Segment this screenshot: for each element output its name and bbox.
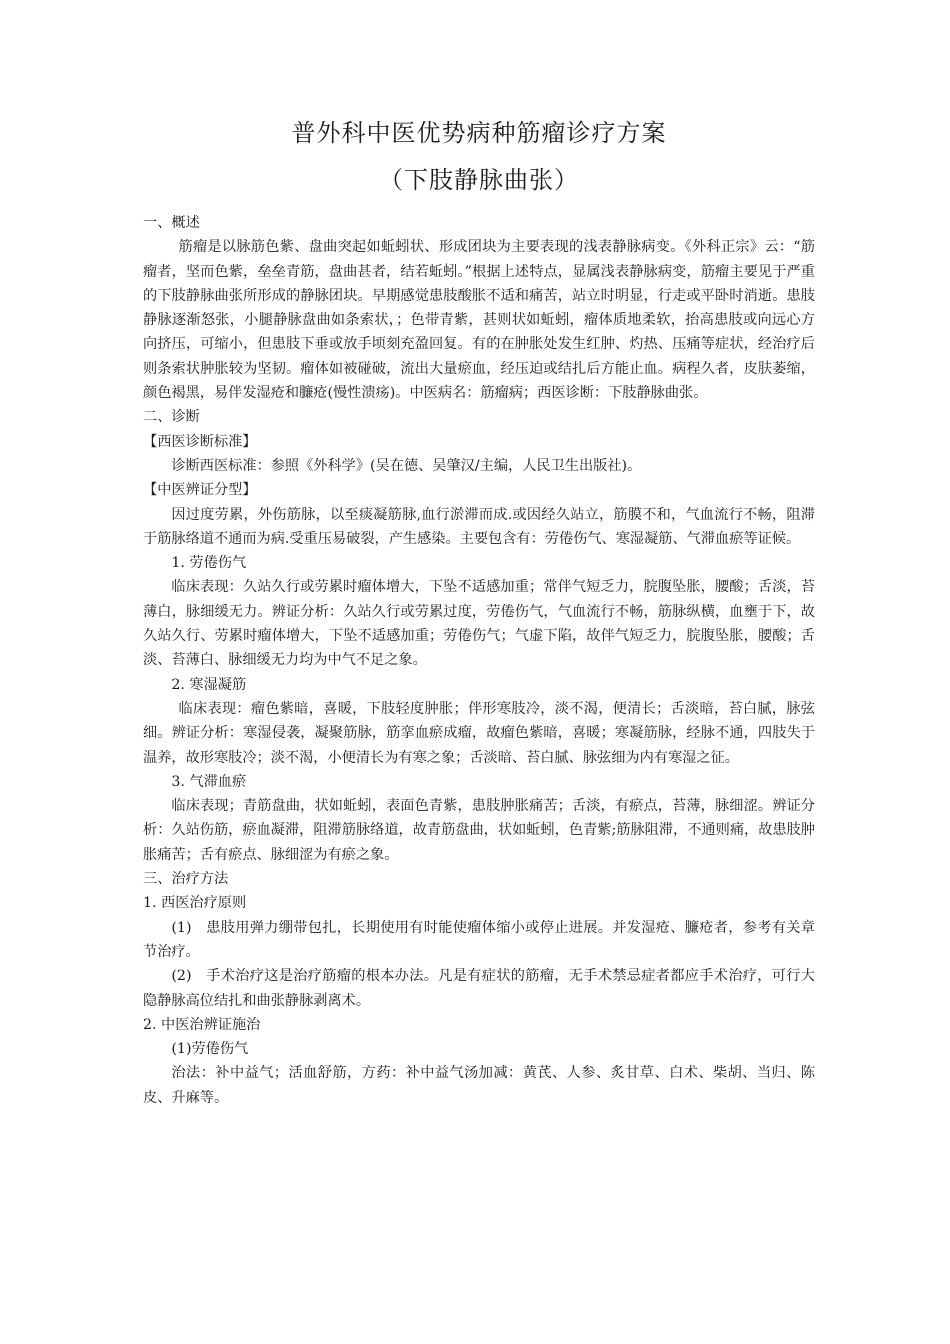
- paragraph-syndrome-2: 临床表现：瘤色紫暗，喜暖，下肢轻度肿胀；伴形寒肢冷，淡不渴，便清长；舌淡暗，苔白腻，脉弦细。辨证分析：寒湿侵袭，凝聚筋脉，筋挛血瘀成瘤，故瘤色紫暗，喜暖；寒凝筋脉，经脉不通，四肢失于温养，故形寒肢冷；淡不渴，小便清长为有寒之象；舌淡暗、苔白腻、脉弦细为内有寒湿之征。: [143, 700, 815, 766]
- section-heading-diagnosis: 二、诊断: [143, 409, 200, 426]
- paragraph-treatment-1: (1) 患肢用弹力绷带包扎，长期使用有时能使瘤体缩小或停止进展。并发湿疮、臁疮者，参考有关章节治疗。: [143, 919, 815, 960]
- tcm-treatment-heading-1: (1)劳倦伤气: [171, 1041, 249, 1058]
- paragraph-western-criteria: 诊断西医标准：参照《外科学》(吴在德、吴肇汉/主编，人民卫生出版社)。: [171, 457, 642, 474]
- paragraph-syndrome-3: 临床表现；青筋盘曲，状如蚯蚓，表面色青紫，患肢肿胀痛苦；舌淡，有瘀点，苔薄，脉细涩。辨证分析：久站伤筋，瘀血凝滞，阻滞筋脉络道，故青筋盘曲，状如蚯蚓，色青紫;筋脉阻滞，不通则痛，故患肢肿胀痛苦；舌有瘀点、脉细涩为有瘀之象。: [143, 798, 815, 863]
- paragraph-tcm-syndromes: 因过度劳累，外伤筋脉，以至痰凝筋脉,血行淤滞而成.或因经久站立，筋膜不和，气血流行不畅，阻滞于筋脉络道不通而为病.受重压易破裂，产生感染。主要包含有：劳倦伤气、寒湿凝筋、气滞血瘀等证候。: [143, 506, 815, 547]
- document-body: [143, 211, 815, 1110]
- subheading-western-treatment: 1. 西医治疗原则: [143, 895, 247, 912]
- section-heading-overview: 一、概述: [143, 215, 200, 231]
- section-heading-treatment: 三、治疗方法: [143, 871, 229, 888]
- subheading-tcm-treatment: 2. 中医治辨证施治: [143, 1016, 261, 1033]
- syndrome-heading-2: 2. 寒湿凝筋: [171, 676, 247, 693]
- paragraph-treatment-2: (2) 手术治疗这是治疗筋瘤的根本办法。凡是有症状的筋瘤，无手术禁忌症者都应手术治疗，可行大隐静脉高位结扎和曲张静脉剥离术。: [143, 968, 815, 1009]
- syndrome-heading-3: 3. 气滞血瘀: [171, 773, 247, 790]
- document-title: 普外科中医优势病种筋瘤诊疗方案: [291, 119, 667, 147]
- paragraph-tcm-treatment-1: 治法：补中益气；活血舒筋，方药：补中益气汤加减：黄芪、人参、炙甘草、白术、柴胡、当归、陈皮、升麻等。: [143, 1065, 815, 1106]
- paragraph-syndrome-1: 临床表现：久站久行或劳累时瘤体增大，下坠不适感加重；常伴气短乏力，脘腹坠胀，腰酸；舌淡，苔薄白，脉细缓无力。辨证分析：久站久行或劳累过度，劳倦伤气，气血流行不畅，筋脉纵横，血壅于下，故久站久行、劳累时瘤体增大，下坠不适感加重；劳倦伤气；气虚下陷，故伴气短乏力，脘腹坠胀，腰酸；舌淡、苔薄白、脉细缓无力均为中气不足之象。: [143, 579, 815, 669]
- subheading-tcm-syndromes: 【中医辨证分型】: [143, 482, 257, 499]
- paragraph-overview: 筋瘤是以脉筋色紫、盘曲突起如蚯蚓状、形成团块为主要表现的浅表静脉病变。《外科正宗》云：“筋瘤者，坚而色紫，垒垒青筋，盘曲甚者，结若蚯蚓。”根据上述特点，显属浅表静脉病变，筋瘤主要见于严重的下肢静脉曲张所形成的静脉团块。早期感觉患肢酸胀不适和痛苦，站立时明显，行走或平卧时消逝。患肢静脉逐渐怒张，小腿静脉盘曲如条索状，；色带青紫，甚则状如蚯蚓，瘤体质地柔软，抬高患肢或向远心方向挤压，可缩小，但患肢下垂或放手顷刻充盈回复。有的在肿胀处发生红肿、灼热、压痛等症状，经治疗后则条索状肿胀较为坚韧。瘤体如被碰破，流出大量瘀血，经压迫或结扎后方能止血。病程久者，皮肤萎缩，颜色褐黑，易伴发湿疮和臁疮(慢性溃疡)。中医病名：筋瘤病；西医诊断：下肢静脉曲张。: [143, 239, 815, 402]
- document-subtitle: （下肢静脉曲张）: [379, 166, 579, 194]
- syndrome-heading-1: 1. 劳倦伤气: [171, 555, 247, 572]
- subheading-western-criteria: 【西医诊断标准】: [143, 433, 257, 450]
